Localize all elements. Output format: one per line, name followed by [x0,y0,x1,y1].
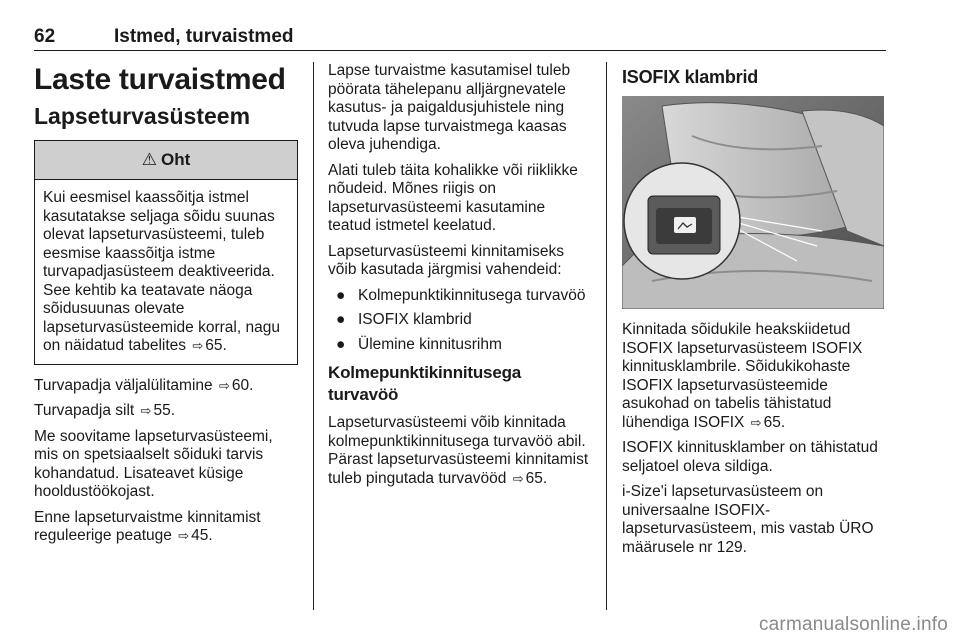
chapter-title: Istmed, turvaistmed [114,26,294,47]
ref-arrow-icon: ⇨ [512,470,524,486]
warning-label: Oht [160,150,191,169]
cross-reference: Turvapadja väljalülitamine ⇨ 60. [34,376,254,394]
ref-arrow-icon: ⇨ [178,528,190,543]
column-divider [313,62,314,610]
page-ref-link[interactable]: 55. [153,402,176,419]
page-number: 62 [34,26,56,47]
list-item: ● Kolmepunktikinnitusega turvavöö [336,286,586,304]
column-divider [606,62,607,610]
page-header [34,22,886,51]
list-item: ● ISOFIX klambrid [336,311,472,328]
section-title: Laste turvaistmed [34,63,286,96]
column-right [622,62,888,564]
warning-body [35,180,297,364]
paragraph: Lapse turvaistme kasutamisel tuleb pöörata tähelepanu alljärgnevatele kasutus- ja paigaldusjuhistele ning tutvuda lapse turvaistmega kaasas oleva juhendiga. [328,62,571,153]
ref-arrow-icon: ⇨ [140,403,152,418]
paragraph: Alati tuleb täita kohalikke või riiklikke nõudeid. Mõnes riigis on lapseturvasüsteemi kasutamine teatud istmetel keelatud. [328,161,578,234]
ref-arrow-icon: ⇨ [192,338,204,353]
column-left [34,62,298,553]
danger-warning-box [34,140,298,365]
page-ref-link[interactable]: 65. [763,413,786,431]
subsection-heading: ISOFIX klambrid [622,67,759,87]
paragraph: ISOFIX kinnitusklamber on tähistatud seljatoel oleva sildiga. [622,439,878,475]
cross-reference: Turvapadja silt ⇨ 55. [34,402,176,419]
subsection-title: Lapseturvasüsteem [34,103,251,129]
isofix-seat-illustration [622,96,884,309]
paragraph: Me soovitame lapseturvasüsteemi, mis on spetsiaalselt sõiduki tarvis kohandatud. Lisateavet küsige hooldustöökojast. [34,427,273,500]
bullet-list [328,287,590,355]
list-item: ● Ülemine kinnitusrihm [336,335,502,353]
watermark-text: carmanualsonline.info [758,614,948,635]
ref-arrow-icon: ⇨ [218,377,230,393]
paragraph: Lapseturvasüsteemi võib kinnitada kolmepunktikinnitusega turvavöö abil. Pärast lapseturvasüsteemi kinnitamist tuleb pingutada turvavööd ⇨ 65. [328,414,589,487]
warning-text: Kui eesmisel kaassõitja istmel kasutatakse seljaga sõidu suunas olevat lapseturvasüsteemi, tuleb eesmise kaassõitja istme turvapadjasüsteem deaktiveerida. See kehtib ka teatavate näoga sõidusuunas olevate lapseturvasüsteemide korral, nagu on näidatud tabelites ⇨ 65. [43,189,280,354]
page-ref-link[interactable]: 60. [231,376,254,394]
page-ref-link[interactable]: 65. [525,469,548,487]
column-middle [328,62,590,495]
paragraph: i-Size'i lapseturvasüsteem on universaalne ISOFIX-lapseturvasüsteem, mis vastab ÜRO määrusele nr 129. [622,483,874,556]
subsection-heading: Kolmepunktikinnitusega turvavöö [328,363,522,404]
ref-arrow-icon: ⇨ [750,414,762,430]
warning-header [35,141,297,180]
paragraph: Enne lapseturvaistme kinnitamist reguleerige peatuge ⇨ 45. [34,508,261,544]
paragraph: Kinnitada sõidukile heakskiidetud ISOFIX lapseturvasüsteem ISOFIX kinnitusklambrile. Sõidukikohaste ISOFIX lapseturvasüsteemide asukohad on tabelis tähistatud lühendiga ISOFIX ⇨ 65. [622,321,863,431]
page-ref-link[interactable]: 65. [205,337,227,354]
paragraph: Lapseturvasüsteemi kinnitamiseks võib kasutada järgmisi vahendeid: [328,242,565,278]
warning-triangle-icon: ⚠ [141,150,157,169]
page-ref-link[interactable]: 45. [191,527,213,544]
